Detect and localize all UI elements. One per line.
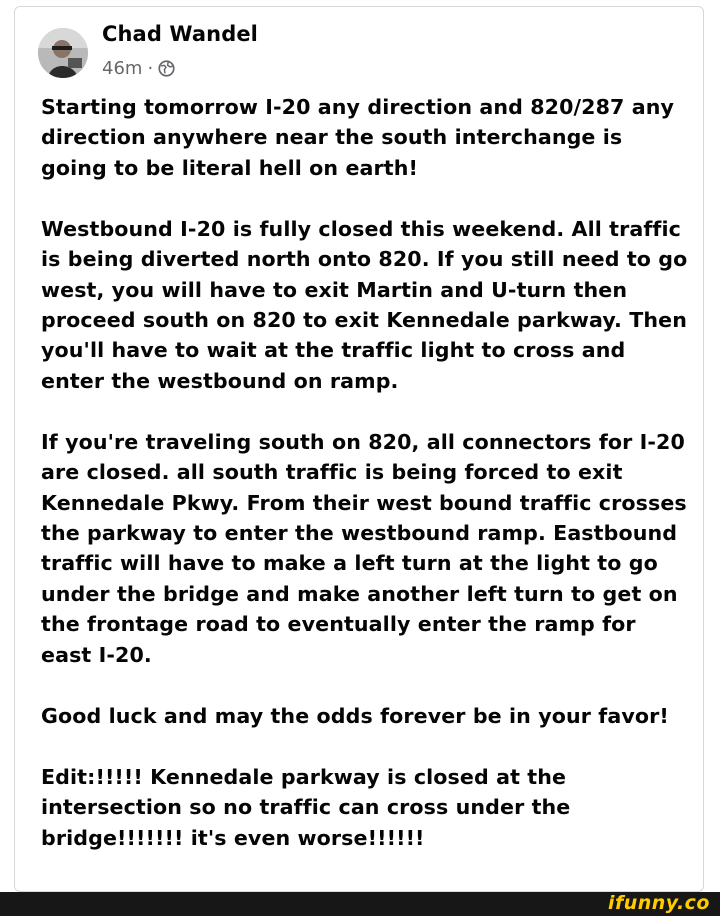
post-paragraph: Good luck and may the odds forever be in your favor!: [41, 703, 669, 728]
post-paragraph: If you're traveling south on 820, all connectors for I-20 are closed. all south traffic is being forced to exit Kennedale Pkwy. From their west bound traffic crosses the parkway to enter the westbound ramp. Eastbound traffic will have to make a left turn at the light to go under the bridge and make another left turn to get on the frontage road to eventually enter the ramp for east I-20.: [41, 429, 687, 667]
post-paragraph: Starting tomorrow I-20 any direction and 820/287 any direction anywhere near the south interchange is going to be literal hell on earth!: [41, 95, 674, 180]
avatar[interactable]: [38, 28, 88, 78]
ifunny-watermark: ifunny.co: [607, 892, 710, 914]
post-body: [41, 92, 691, 853]
avatar-photo: [38, 28, 88, 78]
author-name[interactable]: Chad Wandel: [102, 22, 258, 46]
watermark-bar: [0, 892, 720, 916]
post-paragraph: Edit:!!!!! Kennedale parkway is closed at the intersection so no traffic can cross under the bridge!!!!!!! it's even worse!!!!!!: [41, 764, 571, 850]
post-meta: [102, 58, 175, 79]
meta-separator: ·: [147, 58, 154, 79]
globe-icon: [158, 60, 175, 77]
post-timestamp[interactable]: 46m: [102, 58, 143, 79]
post-paragraph: Westbound I-20 is fully closed this weekend. All traffic is being diverted north onto 820. If you still need to go west, you will have to exit Martin and U-turn then proceed south on 820 to exit Kennedale parkway. Then you'll have to wait at the traffic light to cross and enter the westbound on ramp.: [41, 216, 688, 393]
